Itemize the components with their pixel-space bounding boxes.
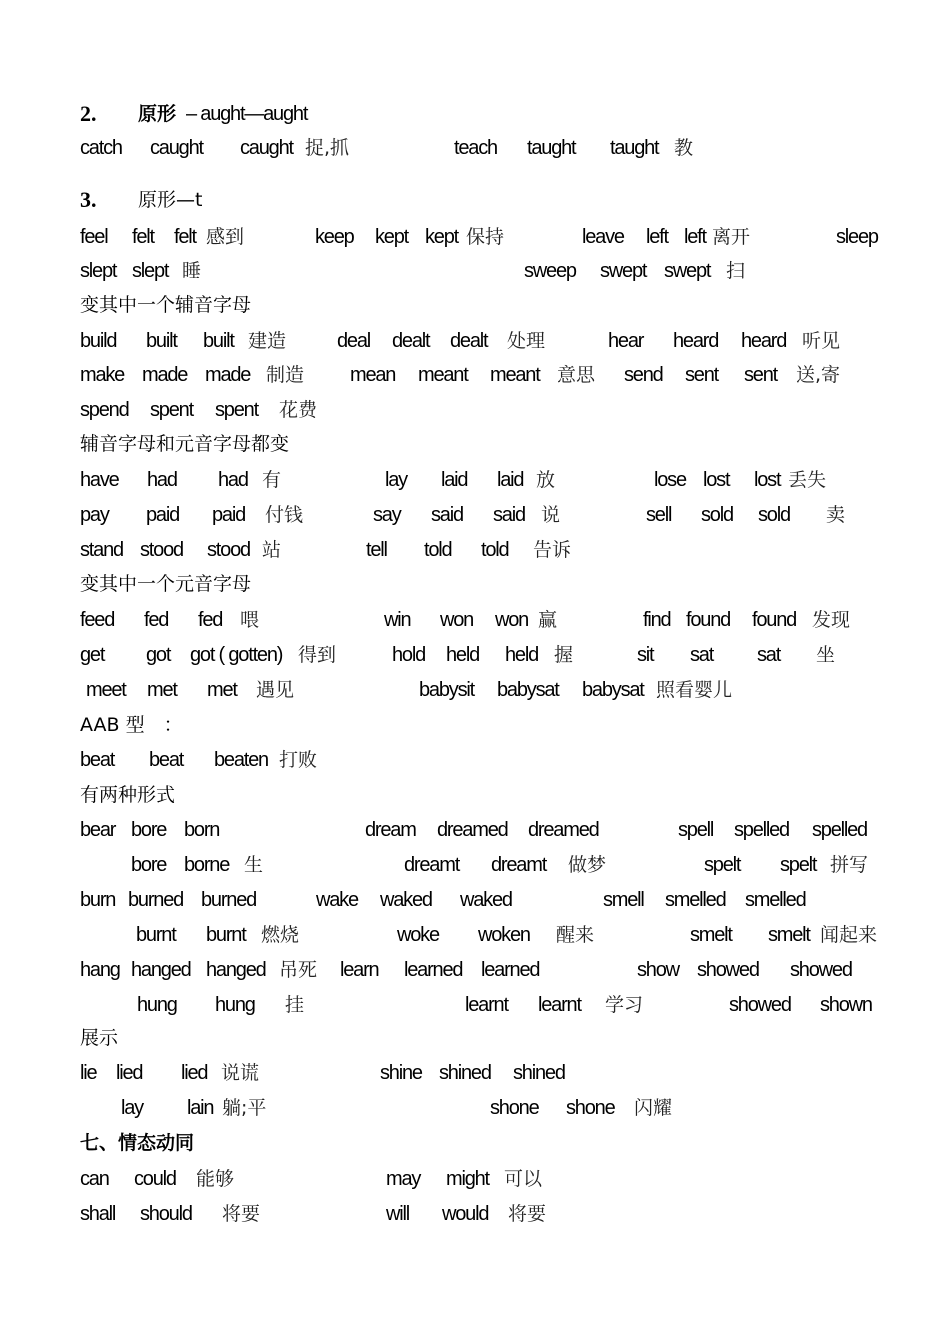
verb-word: should <box>140 1203 192 1225</box>
verb-word: shined <box>439 1062 491 1084</box>
verb-row <box>0 498 950 532</box>
verb-word: slept <box>80 260 117 282</box>
verb-row <box>0 254 950 288</box>
verb-word: bore <box>131 854 167 876</box>
verb-word: bore <box>131 819 167 841</box>
verb-word: borne <box>184 854 230 876</box>
verb-meaning: 喂 <box>240 609 260 631</box>
verb-word: learnt <box>465 994 508 1016</box>
verb-word: burned <box>201 889 257 911</box>
section-label: 原形—t <box>138 189 203 211</box>
verb-meaning: 燃烧 <box>261 924 300 946</box>
verb-word: told <box>481 539 509 561</box>
subheading <box>0 1021 950 1055</box>
verb-word: meant <box>490 364 540 386</box>
verb-word: meet <box>86 679 126 701</box>
verb-word: leave <box>582 226 624 248</box>
verb-meaning: 说 <box>541 504 561 526</box>
verb-word: built <box>146 330 177 352</box>
verb-word: feed <box>80 609 115 631</box>
section-label: 原形 <box>138 103 177 125</box>
verb-meaning: 花费 <box>279 399 318 421</box>
verb-word: felt <box>174 226 196 248</box>
verb-word: beat <box>80 749 115 771</box>
verb-word: spent <box>150 399 193 421</box>
subheading-text: 有两种形式 <box>80 784 176 806</box>
verb-word: fed <box>198 609 223 631</box>
verb-word: woke <box>397 924 439 946</box>
verb-word: sit <box>637 644 654 666</box>
verb-meaning: 送,寄 <box>796 364 841 386</box>
verb-word: learned <box>404 959 463 981</box>
verb-row <box>0 673 950 707</box>
verb-meaning: 学习 <box>605 994 644 1016</box>
verb-row <box>0 1056 950 1090</box>
subheading <box>0 427 950 461</box>
verb-word: born <box>184 819 220 841</box>
verb-meaning: 闪耀 <box>634 1097 673 1119</box>
verb-row <box>0 1162 950 1196</box>
verb-word: burnt <box>206 924 246 946</box>
verb-meaning: 意思 <box>557 364 596 386</box>
verb-word: met <box>147 679 177 701</box>
verb-word: teach <box>454 137 497 159</box>
verb-word: said <box>431 504 463 526</box>
verb-word: shown <box>820 994 872 1016</box>
verb-word: hung <box>215 994 255 1016</box>
verb-word: babysat <box>582 679 644 701</box>
verb-meaning: 遇见 <box>256 679 295 701</box>
verb-word: showed <box>697 959 759 981</box>
subheading-text: 变其中一个辅音字母 <box>80 294 252 316</box>
verb-word: lost <box>754 469 781 491</box>
verb-meaning: 打败 <box>279 749 318 771</box>
verb-meaning: 将要 <box>222 1203 261 1225</box>
verb-word: send <box>624 364 663 386</box>
verb-word: say <box>373 504 401 526</box>
verb-word: made <box>205 364 251 386</box>
verb-word: kept <box>375 226 409 248</box>
verb-word: spelled <box>734 819 789 841</box>
verb-word: dreamed <box>437 819 508 841</box>
section-number: 2. <box>80 101 97 126</box>
verb-word: paid <box>212 504 246 526</box>
verb-meaning: 捉,抓 <box>305 137 350 159</box>
subheading-text: 七、情态动同 <box>80 1132 195 1154</box>
verb-word: sat <box>690 644 714 666</box>
verb-word: laid <box>441 469 468 491</box>
verb-meaning: 可以 <box>504 1168 543 1190</box>
verb-meaning: 吊死 <box>279 959 318 981</box>
verb-word: find <box>643 609 671 631</box>
verb-word: show <box>637 959 679 981</box>
verb-word: built <box>203 330 234 352</box>
verb-row <box>0 883 950 917</box>
verb-word: sent <box>744 364 778 386</box>
verb-word: left <box>646 226 668 248</box>
verb-word: smelt <box>690 924 732 946</box>
verb-word: lied <box>116 1062 143 1084</box>
verb-row <box>0 393 950 427</box>
verb-word: sell <box>646 504 672 526</box>
verb-word: swept <box>664 260 711 282</box>
verb-word: spend <box>80 399 129 421</box>
verb-row <box>0 638 950 672</box>
verb-row <box>0 324 950 358</box>
verb-word: make <box>80 364 125 386</box>
verb-word: feel <box>80 226 108 248</box>
verb-word: learned <box>481 959 540 981</box>
verb-word: hear <box>608 330 644 352</box>
subheading <box>0 567 950 601</box>
verb-word: meant <box>418 364 468 386</box>
verb-word: taught <box>527 137 576 159</box>
verb-word: showed <box>790 959 852 981</box>
verb-word: lay <box>385 469 407 491</box>
verb-word: sat <box>757 644 781 666</box>
verb-word: fed <box>144 609 169 631</box>
verb-word: dreamt <box>404 854 460 876</box>
verb-word: heard <box>673 330 719 352</box>
verb-word: burnt <box>136 924 176 946</box>
verb-meaning: 扫 <box>726 260 746 282</box>
verb-word: beat <box>149 749 184 771</box>
verb-meaning: 睡 <box>182 260 202 282</box>
verb-meaning: 保持 <box>466 226 505 248</box>
verb-word: sweep <box>524 260 576 282</box>
verb-word: keep <box>315 226 354 248</box>
verb-word: get <box>80 644 105 666</box>
verb-word: spelled <box>812 819 867 841</box>
verb-word: spelt <box>780 854 817 876</box>
verb-word: sold <box>701 504 733 526</box>
subheading <box>0 1126 950 1160</box>
verb-word: woken <box>478 924 530 946</box>
verb-meaning: 有 <box>262 469 282 491</box>
verb-meaning: 说谎 <box>221 1062 260 1084</box>
verb-word: lay <box>121 1097 143 1119</box>
verb-row <box>0 988 950 1022</box>
verb-row <box>0 848 950 882</box>
verb-word: said <box>493 504 525 526</box>
verb-meaning: 教 <box>674 137 694 159</box>
verb-word: smelled <box>665 889 726 911</box>
verb-word: lain <box>187 1097 214 1119</box>
verb-word: won <box>495 609 529 631</box>
verb-word: caught <box>240 137 293 159</box>
subheading <box>0 708 950 742</box>
verb-word: dream <box>365 819 416 841</box>
verb-word: had <box>218 469 248 491</box>
verb-meaning: 听见 <box>802 330 841 352</box>
verb-word: dreamed <box>528 819 599 841</box>
verb-row <box>0 220 950 254</box>
verb-word: shall <box>80 1203 116 1225</box>
verb-word: sold <box>758 504 790 526</box>
section-number: 3. <box>80 187 97 212</box>
verb-word: kept <box>425 226 459 248</box>
verb-word: paid <box>146 504 180 526</box>
verb-meaning: 拼写 <box>830 854 869 876</box>
verb-word: lose <box>654 469 686 491</box>
verb-row <box>0 1197 950 1231</box>
verb-word: dealt <box>392 330 430 352</box>
verb-word: shined <box>513 1062 565 1084</box>
verb-row <box>0 813 950 847</box>
verb-word: met <box>207 679 237 701</box>
verb-meaning: 赢 <box>538 609 558 631</box>
verb-word: spelt <box>704 854 741 876</box>
verb-word: hang <box>80 959 120 981</box>
verb-word: left <box>684 226 706 248</box>
verb-word: beaten <box>214 749 268 771</box>
verb-word: might <box>446 1168 489 1190</box>
verb-word: hanged <box>206 959 266 981</box>
verb-word: shone <box>566 1097 615 1119</box>
verb-meaning: 付钱 <box>265 504 304 526</box>
verb-row <box>0 358 950 392</box>
subheading-text: 变其中一个元音字母 <box>80 573 252 595</box>
verb-word: learnt <box>538 994 581 1016</box>
verb-word: babysat <box>497 679 559 701</box>
verb-word: hold <box>392 644 426 666</box>
subheading-text: 辅音字母和元音字母都变 <box>80 433 290 455</box>
verb-meaning: 得到 <box>298 644 337 666</box>
verb-word: showed <box>729 994 791 1016</box>
verb-meaning: 握 <box>554 644 574 666</box>
section-pattern: – aught—aught <box>186 103 308 125</box>
verb-word: taught <box>610 137 659 159</box>
verb-meaning: 挂 <box>285 994 305 1016</box>
verb-word: can <box>80 1168 109 1190</box>
verb-meaning: 照看婴儿 <box>656 679 733 701</box>
verb-word: stood <box>207 539 250 561</box>
verb-word: win <box>384 609 411 631</box>
verb-word: heard <box>741 330 787 352</box>
verb-word: won <box>440 609 474 631</box>
verb-meaning: 能够 <box>196 1168 235 1190</box>
verb-meaning: 站 <box>262 539 282 561</box>
subheading-text: AAB 型 ： <box>80 714 183 736</box>
verb-word: will <box>386 1203 409 1225</box>
subheading <box>0 288 950 322</box>
verb-word: got <box>146 644 171 666</box>
verb-meaning: 将要 <box>508 1203 547 1225</box>
verb-word: learn <box>340 959 379 981</box>
verb-word: hanged <box>131 959 191 981</box>
verb-word: found <box>686 609 731 631</box>
verb-word: felt <box>132 226 154 248</box>
verb-meaning: 做梦 <box>568 854 607 876</box>
verb-row <box>0 533 950 567</box>
verb-word: tell <box>366 539 387 561</box>
verb-word: made <box>142 364 188 386</box>
verb-word: smell <box>603 889 644 911</box>
verb-word: shone <box>490 1097 539 1119</box>
verb-word: got ( gotten) <box>190 644 283 666</box>
verb-word: had <box>147 469 177 491</box>
verb-word: mean <box>350 364 396 386</box>
verb-meaning: 离开 <box>712 226 751 248</box>
verb-word: build <box>80 330 117 352</box>
verb-word: sleep <box>836 226 878 248</box>
subheading-text: 展示 <box>80 1027 119 1049</box>
verb-meaning: 闻起来 <box>820 924 878 946</box>
verb-meaning: 醒来 <box>556 924 595 946</box>
verb-word: bear <box>80 819 116 841</box>
verb-row <box>0 743 950 777</box>
verb-meaning: 躺;平 <box>222 1097 267 1119</box>
verb-meaning: 处理 <box>507 330 546 352</box>
verb-word: shine <box>380 1062 422 1084</box>
verb-word: lost <box>703 469 730 491</box>
verb-meaning: 制造 <box>266 364 305 386</box>
verb-word: lie <box>80 1062 97 1084</box>
verb-row <box>0 131 950 165</box>
verb-word: babysit <box>419 679 474 701</box>
verb-meaning: 告诉 <box>533 539 572 561</box>
verb-word: smelt <box>768 924 810 946</box>
verb-row <box>0 953 950 987</box>
verb-word: dealt <box>450 330 488 352</box>
verb-word: laid <box>497 469 524 491</box>
verb-word: pay <box>80 504 109 526</box>
verb-word: spent <box>215 399 258 421</box>
verb-row <box>0 603 950 637</box>
verb-word: waked <box>380 889 432 911</box>
verb-word: slept <box>132 260 169 282</box>
verb-word: held <box>505 644 539 666</box>
verb-meaning: 坐 <box>816 644 836 666</box>
verb-word: burn <box>80 889 116 911</box>
verb-word: could <box>134 1168 176 1190</box>
verb-meaning: 发现 <box>812 609 851 631</box>
subheading <box>0 778 950 812</box>
verb-word: have <box>80 469 119 491</box>
verb-meaning: 卖 <box>826 504 846 526</box>
verb-word: stand <box>80 539 123 561</box>
verb-word: told <box>424 539 452 561</box>
verb-word: may <box>386 1168 421 1190</box>
verb-meaning: 感到 <box>206 226 245 248</box>
verb-word: lied <box>181 1062 208 1084</box>
verb-word: dreamt <box>491 854 547 876</box>
verb-word: catch <box>80 137 122 159</box>
verb-word: hung <box>137 994 177 1016</box>
verb-meaning: 丢失 <box>788 469 827 491</box>
section-heading-2 <box>0 97 950 131</box>
verb-word: deal <box>337 330 371 352</box>
verb-word: would <box>442 1203 489 1225</box>
verb-word: caught <box>150 137 203 159</box>
verb-row <box>0 918 950 952</box>
verb-meaning: 建造 <box>248 330 287 352</box>
verb-word: stood <box>140 539 183 561</box>
verb-word: swept <box>600 260 647 282</box>
verb-word: burned <box>128 889 184 911</box>
verb-row <box>0 1091 950 1125</box>
verb-meaning: 生 <box>244 854 264 876</box>
verb-word: held <box>446 644 480 666</box>
verb-row <box>0 463 950 497</box>
verb-word: sent <box>685 364 719 386</box>
verb-word: found <box>752 609 797 631</box>
section-heading-3 <box>0 183 950 217</box>
verb-word: waked <box>460 889 512 911</box>
verb-word: smelled <box>745 889 806 911</box>
verb-meaning: 放 <box>536 469 556 491</box>
verb-word: spell <box>678 819 714 841</box>
verb-word: wake <box>316 889 358 911</box>
